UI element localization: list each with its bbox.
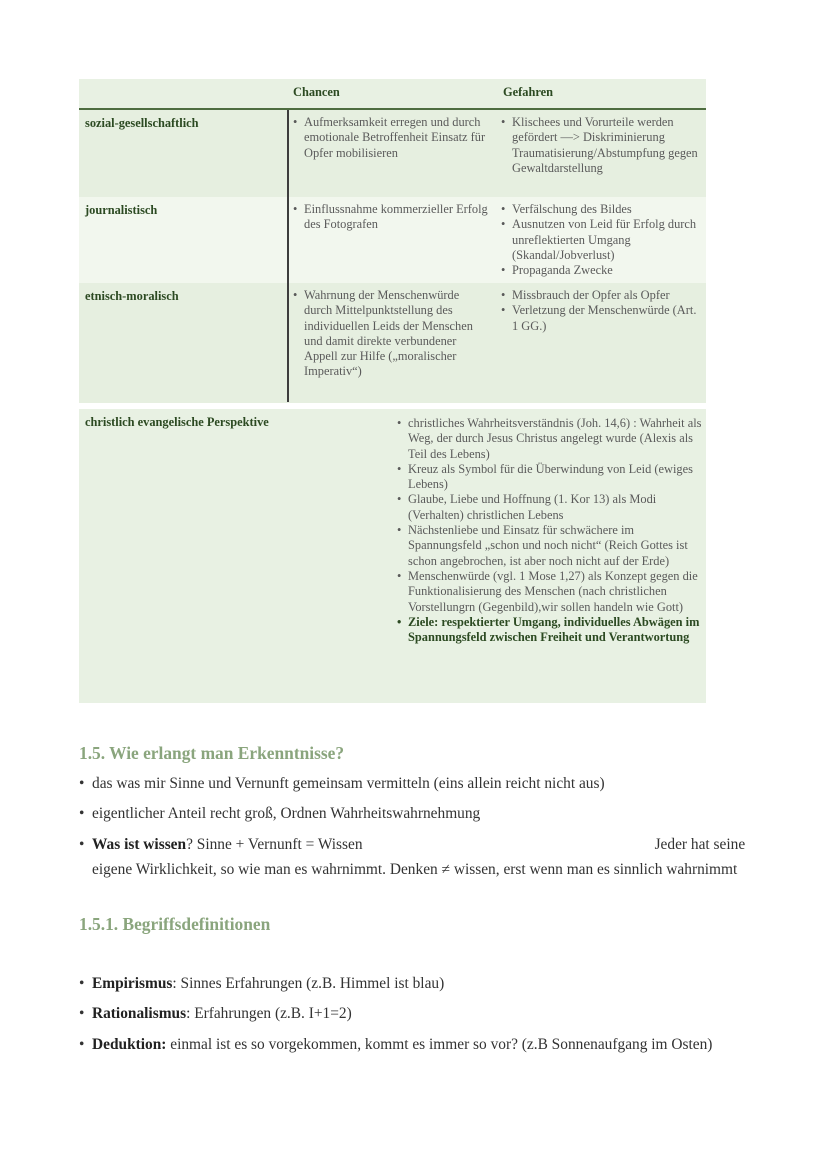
row-label: journalistisch	[85, 203, 158, 217]
column-divider	[287, 110, 289, 402]
christian-cell	[397, 416, 702, 645]
list-item: • Klischees und Vorurteile werden gefördert —> Diskriminierung Traumatisierung/Abstumpfung gegen Gewaltdarstellung	[501, 115, 701, 176]
list-item: • Verfälschung des Bildes	[501, 202, 701, 217]
bullet-term: Rationalismus	[92, 1005, 187, 1022]
bullet-text: : Sinnes Erfahrungen (z.B. Himmel ist blau)	[172, 975, 445, 992]
row-label: sozial-gesellschaftlich	[85, 116, 199, 130]
table-row-journalistisch	[79, 197, 706, 283]
list-item: • Ausnutzen von Leid für Erfolg durch unreflektierten Umgang (Skandal/Jobverlust)	[501, 217, 701, 263]
chancen-cell	[293, 115, 489, 161]
table-header	[79, 79, 706, 110]
bullet-text: das was mir Sinne und Vernunft gemeinsam vermitteln (eins allein reicht nicht aus)	[92, 775, 605, 792]
bullet-text: Jeder hat	[654, 836, 710, 853]
list-item: • Glaube, Liebe und Hoffnung (1. Kor 13) als Modi (Verhalten) christlichen Lebens	[397, 492, 702, 523]
list-item	[79, 971, 772, 996]
bullet-text: einmal ist es so vorgekommen, kommt es immer so vor? (z.B Sonnenaufgang im Osten)	[166, 1036, 713, 1053]
header-chancen: Chancen	[293, 85, 340, 99]
row-label: christlich evangelische Perspektive	[85, 415, 269, 429]
bullet-text: ? Sinne + Vernunft = Wissen	[186, 836, 363, 853]
list-item: • Kreuz als Symbol für die Überwindung von Leid (ewiges Lebens)	[397, 462, 702, 493]
bullet-term: Was ist wissen	[92, 836, 187, 853]
list-item: • Verletzung der Menschenwürde (Art. 1 GG.)	[501, 303, 701, 334]
list-item: • Missbrauch der Opfer als Opfer	[501, 288, 701, 303]
chancen-cell	[293, 202, 489, 233]
goal-item: • Ziele: respektierter Umgang, individuelles Abwägen im Spannungsfeld zwischen Freiheit und Verantwortung	[397, 615, 702, 646]
header-gefahren: Gefahren	[503, 85, 554, 99]
table-row-etnisch	[79, 283, 706, 403]
row-label: etnisch-moralisch	[85, 289, 179, 303]
list-item: • Aufmerksamkeit erregen und durch emotionale Betroffenheit Einsatz für Opfer mobilisieren	[293, 115, 489, 161]
list-item	[79, 771, 772, 796]
list-item: • christliches Wahrheitsverständnis (Joh. 14,6) : Wahrheit als Weg, der durch Jesus Christus angelegt wurde (Alexis als Teil des Lebens)	[397, 416, 702, 462]
bullet-term: Deduktion:	[92, 1036, 167, 1053]
bullet-text: seine eigene Wirklichkeit, so wie man es wahrnimmt. Denken ≠ wissen, erst wenn man es sinnlich wahrnimmt	[92, 836, 746, 878]
list-item	[79, 1001, 772, 1026]
bullet-text: eigentlicher Anteil recht groß, Ordnen Wahrheitswahrnehmung	[92, 805, 481, 822]
list-item	[79, 801, 772, 826]
bullet-term: Empirismus	[92, 975, 173, 992]
list-item	[79, 1032, 772, 1057]
list-item: • Propaganda Zwecke	[501, 263, 701, 278]
bullet-text: : Erfahrungen (z.B. I+1=2)	[186, 1005, 352, 1022]
gefahren-cell	[501, 288, 701, 334]
chancen-cell	[293, 288, 489, 380]
table-row-sozial	[79, 110, 706, 197]
subsection-heading: 1.5.1. Begriffsdefinitionen	[79, 914, 271, 934]
gefahren-cell	[501, 115, 701, 176]
list-item: • Nächstenliebe und Einsatz für schwächere im Spannungsfeld „schon und noch nicht“ (Reich Gottes ist schon angebrochen, ist aber noch nicht auf der Erde)	[397, 523, 702, 569]
list-item: • Wahrnung der Menschenwürde durch Mittelpunktstellung des individuellen Leids der Menschen und damit direkte verbundener Appell zur Hilfe („moralischer Imperativ“)	[293, 288, 489, 380]
gefahren-cell	[501, 202, 701, 278]
christian-perspective-box	[79, 409, 706, 703]
list-item	[79, 832, 772, 882]
list-item: • Einflussnahme kommerzieller Erfolg des Fotografen	[293, 202, 489, 233]
section-heading: 1.5. Wie erlangt man Erkenntnisse?	[79, 743, 345, 763]
list-item: • Menschenwürde (vgl. 1 Mose 1,27) als Konzept gegen die Funktionalisierung des Menschen (nach christlichen Vorstellungrn (Gegenbild),wir sollen handeln wie Gott)	[397, 569, 702, 615]
